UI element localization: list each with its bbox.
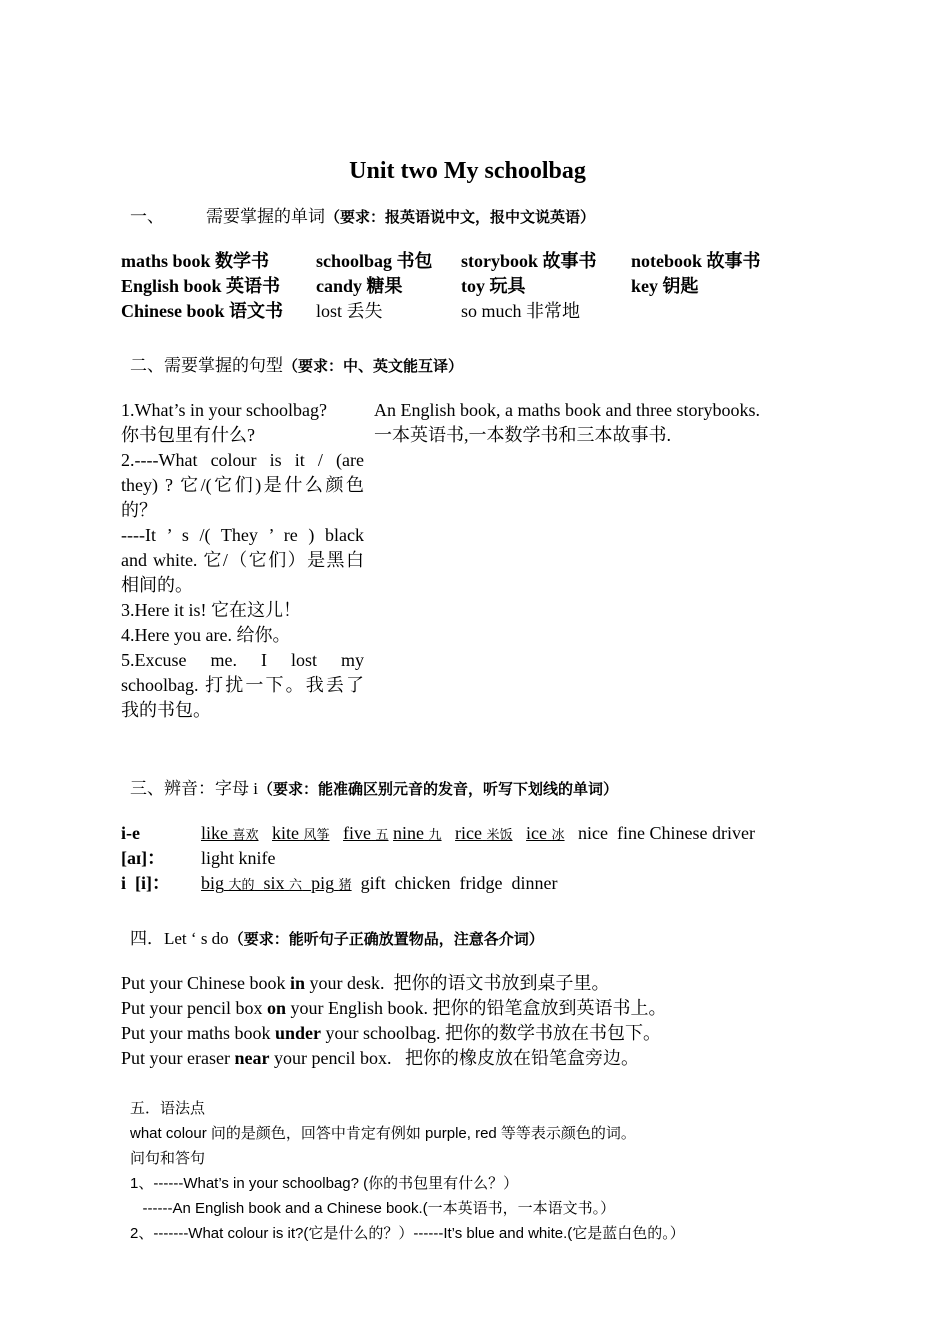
- section4-heading: [130, 924, 544, 949]
- section2-title: 二、需要掌握的句型: [130, 356, 283, 375]
- phonics-label-ie: i-e: [121, 823, 140, 843]
- section1-title: 需要掌握的单词: [206, 207, 325, 226]
- sentence-line: they) ? 它/(它们)是什么颜色: [121, 475, 364, 495]
- vocab-key: key 钥匙: [631, 276, 699, 296]
- section1-heading: [130, 202, 595, 227]
- phonics-row-ie: [201, 821, 755, 847]
- sentence-line: 5.Excuse me. I lost my: [121, 650, 364, 670]
- grammar-line: 问句和答句: [130, 1150, 206, 1167]
- grammar-line: ------An English book and a Chinese book.(一本英语书，一本语文书。）: [130, 1200, 616, 1217]
- sentence-line: schoolbag. 打扰一下。我丢了: [121, 675, 364, 695]
- phonics-label-i: i [i]：: [121, 873, 170, 893]
- vocab-toy: toy 玩具: [461, 276, 526, 296]
- sentence-line: An English book, a maths book and three storybooks.: [374, 400, 760, 420]
- letsdo-line: Put your Chinese book in your desk. 把你的语文书放到桌子里。: [121, 973, 610, 993]
- sentence-line: ----It ’ s /( They ’ re ) black: [121, 525, 364, 545]
- sentence-line: 的？: [121, 500, 157, 520]
- sentence-patterns-right: [374, 398, 760, 448]
- sentence-line: 一本英语书,一本数学书和三本故事书.: [374, 425, 671, 445]
- sentence-patterns-left: [121, 398, 364, 723]
- phonics-word: kite 风筝: [272, 823, 330, 843]
- page-title: Unit two My schoolbag: [349, 158, 586, 184]
- vocab-maths-book: maths book 数学书: [121, 251, 270, 271]
- phonics-row-ai: light knife: [201, 848, 276, 868]
- phonics-plain-words: nice fine Chinese driver: [578, 823, 755, 843]
- phonics-word: ice 冰: [526, 823, 565, 843]
- section1-number: 一、: [130, 207, 164, 226]
- grammar-line: 1、------What’s in your schoolbag? (你的书包里有什么？）: [130, 1175, 519, 1192]
- sentence-line: 1.What’s in your schoolbag?: [121, 400, 327, 420]
- sentence-line: 相间的。: [121, 575, 193, 595]
- vocab-schoolbag: schoolbag 书包: [316, 251, 433, 271]
- vocab-lost: lost 丢失: [316, 301, 383, 321]
- vocab-chinese-book: Chinese book 语文书: [121, 301, 284, 321]
- vocab-storybook: storybook 故事书: [461, 251, 597, 271]
- sentence-line: 4.Here you are. 给你。: [121, 625, 291, 645]
- vocab-candy: candy 糖果: [316, 276, 403, 296]
- section4-title: 四．Let ‘ s do: [130, 929, 229, 948]
- sentence-line: 我的书包。: [121, 700, 211, 720]
- grammar-line: what colour 问的是颜色，回答中肯定有例如 purple, red 等等表示颜色的词。: [130, 1125, 636, 1142]
- letsdo-line: Put your eraser near your pencil box. 把你的橡皮放在铅笔盒旁边。: [121, 1048, 639, 1068]
- section2-heading: [130, 351, 463, 376]
- vocab-notebook: notebook 故事书: [631, 251, 761, 271]
- phonics-plain-words: gift chicken fridge dinner: [360, 873, 558, 893]
- phonics-row-i: [201, 871, 558, 897]
- sentence-line: 2.----What colour is it / (are: [121, 450, 364, 470]
- section3-requirement: （要求：能准确区别元音的发音，听写下划线的单词）: [257, 782, 618, 798]
- vocab-english-book: English book 英语书: [121, 276, 281, 296]
- phonics-word: like 喜欢: [201, 823, 259, 843]
- section3-title: 三、辨音：字母 i: [130, 779, 258, 798]
- section5: [130, 1096, 685, 1246]
- section3-heading: [130, 774, 618, 799]
- vocab-so-much: so much 非常地: [461, 301, 580, 321]
- phonics-word: five 五: [343, 823, 389, 843]
- letsdo-line: Put your maths book under your schoolbag. 把你的数学书放在书包下。: [121, 1023, 662, 1043]
- section2-requirement: （要求：中、英文能互译）: [283, 359, 464, 375]
- sentence-line: and white. 它/（它们）是黑白: [121, 550, 364, 570]
- section4-requirement: （要求：能听句子正确放置物品，注意各介词）: [228, 932, 544, 948]
- phonics-word: nine 九: [393, 823, 442, 843]
- phonics-word: rice 米饭: [455, 823, 513, 843]
- sentence-line: 你书包里有什么?: [121, 425, 255, 445]
- grammar-line: 2、-------What colour is it?(它是什么的？）------It’s blue and white.(它是蓝白色的。）: [130, 1225, 685, 1242]
- letsdo-list: [121, 971, 667, 1071]
- section5-heading: 五．语法点: [130, 1100, 206, 1117]
- sentence-line: 3.Here it is! 它在这儿！: [121, 600, 301, 620]
- phonics-label-ai: [aɪ]：: [121, 848, 166, 868]
- section1-requirement: （要求：报英语说中文，报中文说英语）: [325, 210, 596, 226]
- phonics-word: big 大的 six 六 pig 猪: [201, 873, 352, 893]
- letsdo-line: Put your pencil box on your English book. 把你的铅笔盒放到英语书上。: [121, 998, 667, 1018]
